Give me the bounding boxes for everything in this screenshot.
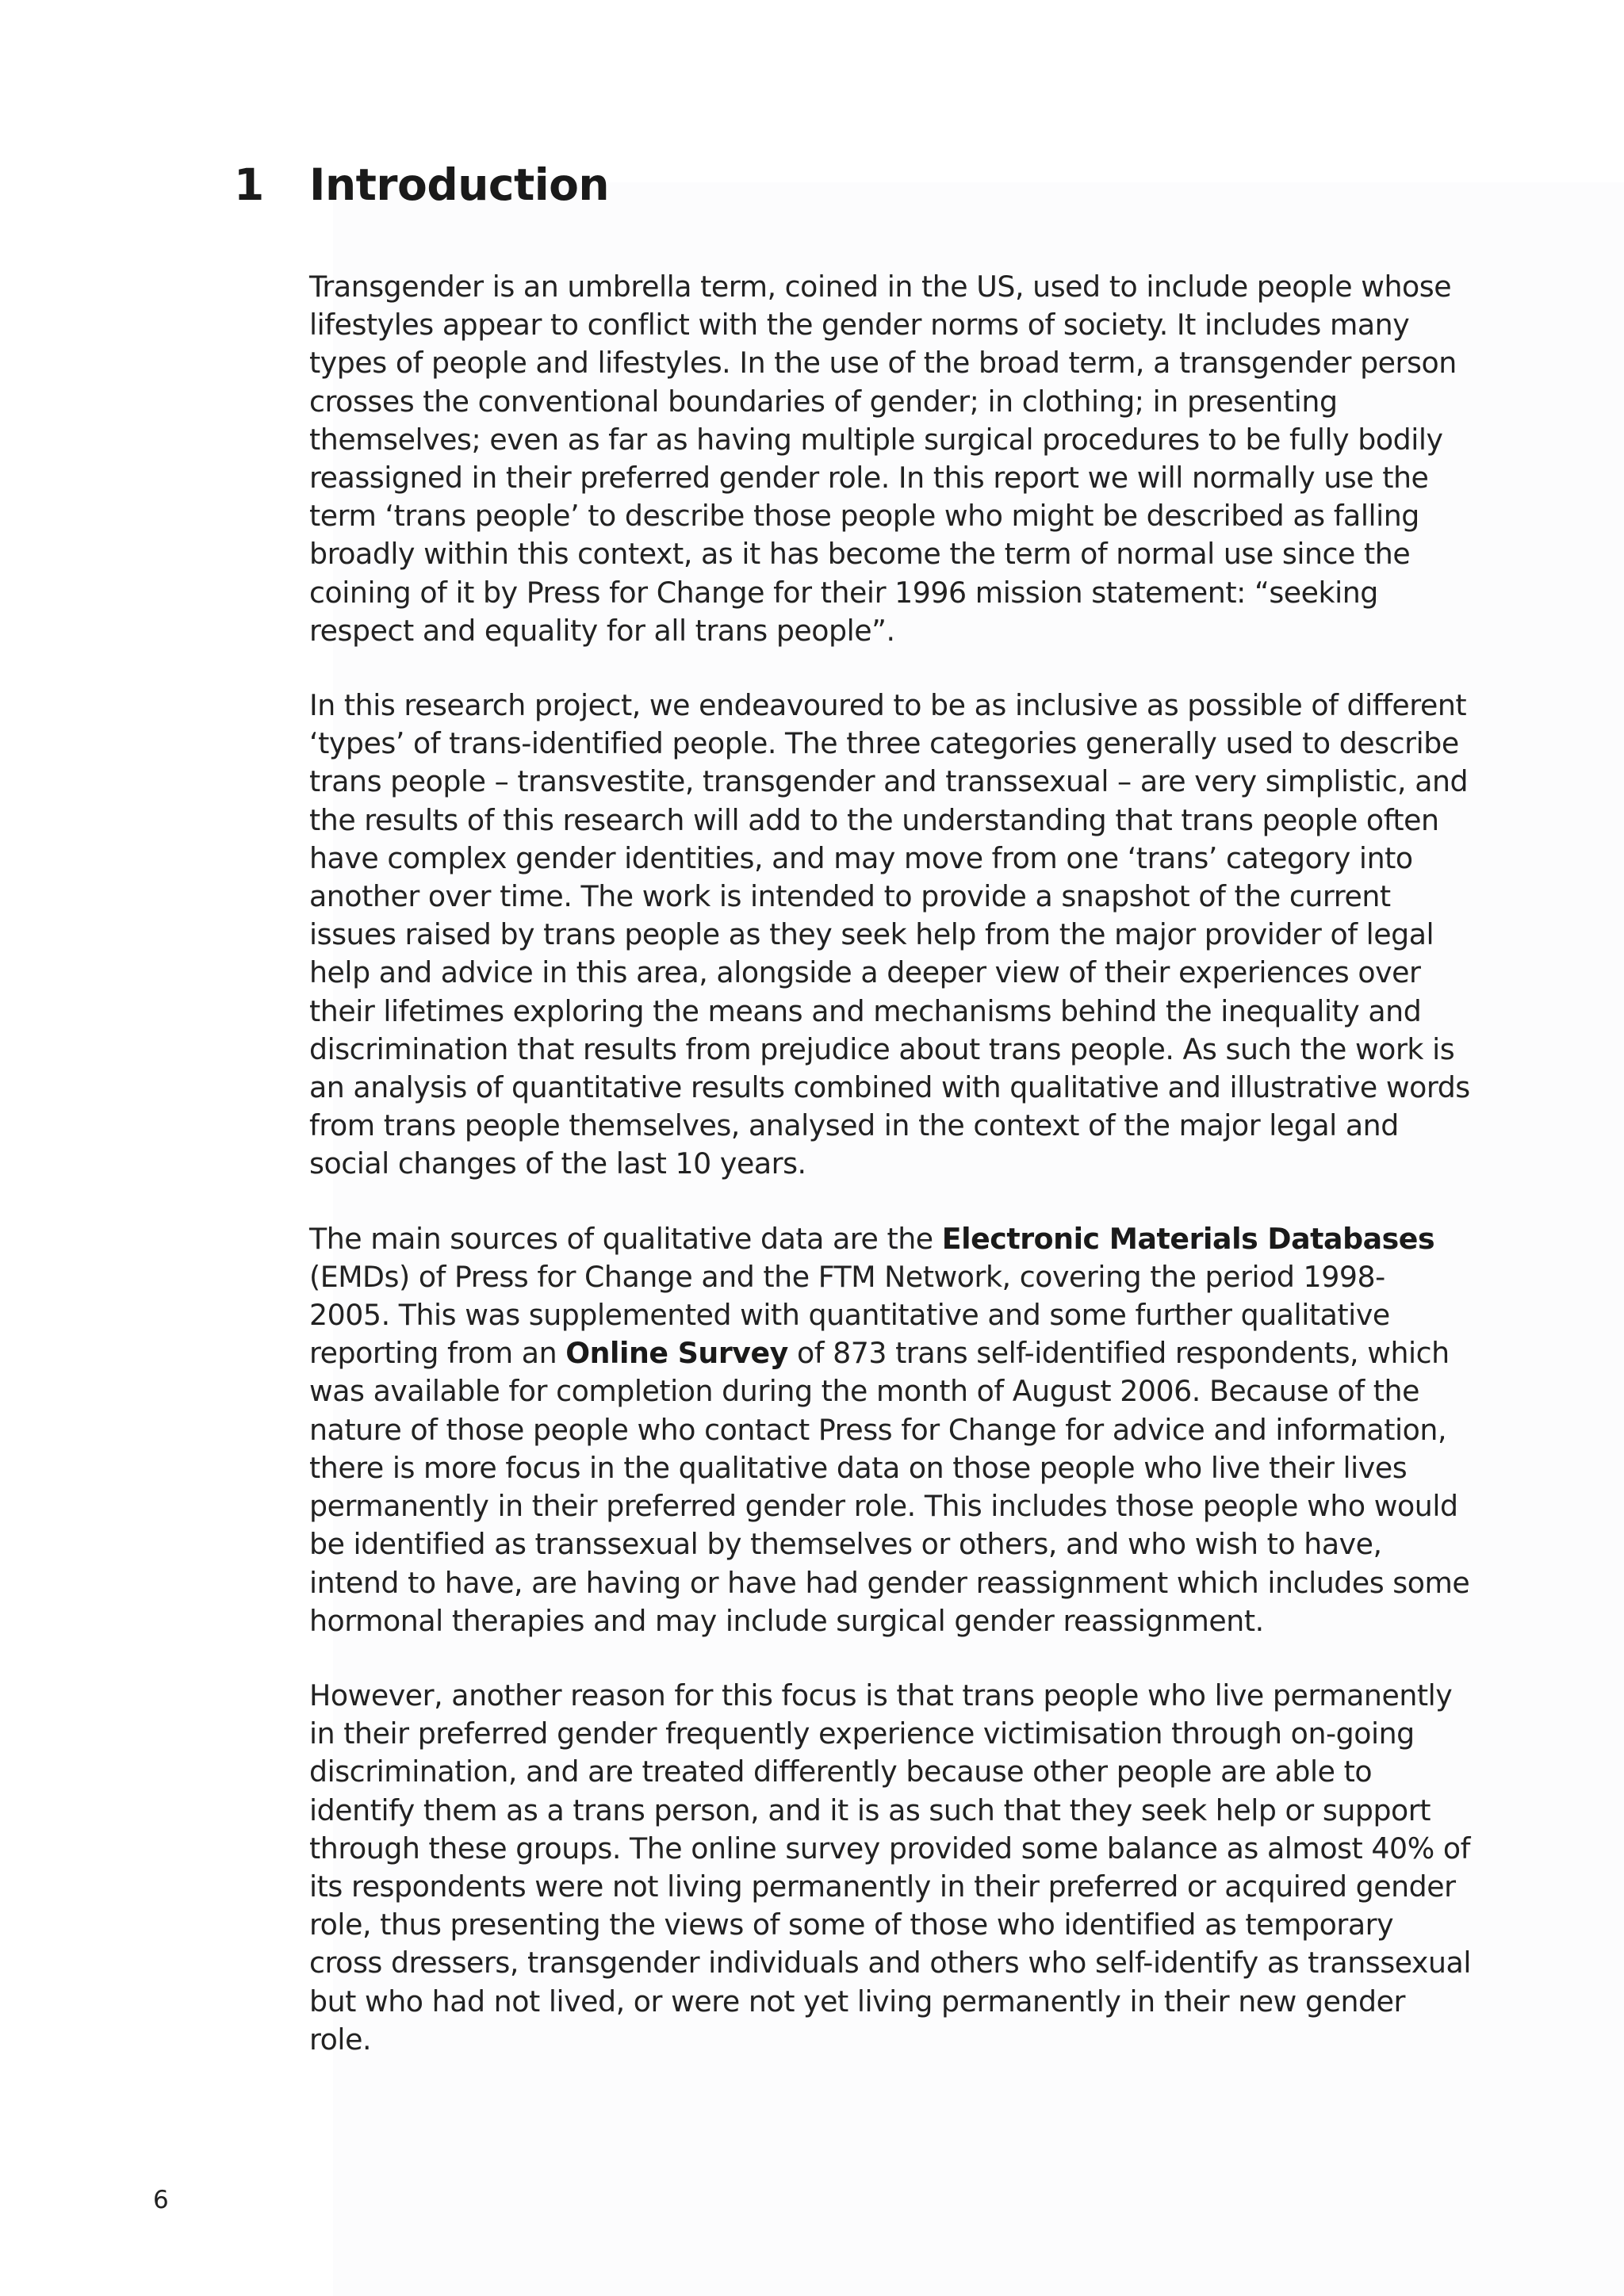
text-line: crosses the conventional boundaries of gender; in clothing; in presenting <box>309 384 1338 419</box>
text-line: have complex gender identities, and may move from one ‘trans’ category into <box>309 840 1413 875</box>
text-run: of 873 trans self-identified respondents, which <box>787 1336 1450 1371</box>
section-number: 1 <box>234 159 264 210</box>
text-line: lifestyles appear to conflict with the gender norms of society. It includes many <box>309 308 1410 342</box>
text-line: in their preferred gender frequently experience victimisation through on-going <box>309 1716 1415 1751</box>
text-line: but who had not lived, or were not yet living permanently in their new gender <box>309 1984 1405 2019</box>
text-line: through these groups. The online survey provided some balance as almost 40% of <box>309 1831 1470 1866</box>
text-line: the results of this research will add to the understanding that trans people often <box>309 802 1439 837</box>
text-line: However, another reason for this focus is that trans people who live permanently <box>309 1678 1453 1712</box>
text-line: social changes of the last 10 years. <box>309 1146 806 1181</box>
text-line: their lifetimes exploring the means and mechanisms behind the inequality and <box>309 993 1422 1028</box>
text-line <box>309 1334 1483 1372</box>
body-text <box>309 268 1483 2095</box>
text-line: nature of those people who contact Press for Change for advice and information, <box>309 1412 1447 1447</box>
text-line: (EMDs) of Press for Change and the FTM Network, covering the period 1998- <box>309 1259 1385 1294</box>
text-run: reporting from an <box>309 1336 566 1371</box>
text-line: types of people and lifestyles. In the use of the broad term, a transgender person <box>309 346 1457 381</box>
text-line: themselves; even as far as having multiple surgical procedures to be fully bodily <box>309 422 1443 457</box>
text-line: role. <box>309 2022 372 2057</box>
text-run: The main sources of qualitative data are the <box>309 1221 942 1256</box>
emphasis-online-survey: Online Survey <box>565 1336 788 1371</box>
section-title: Introduction <box>309 159 610 210</box>
text-line: help and advice in this area, alongside a deeper view of their experiences over <box>309 955 1421 990</box>
text-line: term ‘trans people’ to describe those people who might be described as falling <box>309 499 1419 534</box>
paragraph-2 <box>309 687 1483 1184</box>
text-line: intend to have, are having or have had gender reassignment which includes some <box>309 1565 1470 1600</box>
text-line: cross dressers, transgender individuals and others who self-identify as transsexual <box>309 1946 1471 1980</box>
text-line: trans people – transvestite, transgender and transsexual – are very simplistic, and <box>309 764 1469 799</box>
section-heading <box>234 159 609 211</box>
text-line: be identified as transsexual by themselves or others, and who wish to have, <box>309 1527 1382 1562</box>
text-line: its respondents were not living permanently in their preferred or acquired gender <box>309 1869 1456 1904</box>
text-line: discrimination that results from prejudice about trans people. As such the work is <box>309 1031 1455 1066</box>
text-line: 2005. This was supplemented with quantitative and some further qualitative <box>309 1298 1390 1333</box>
paragraph-4 <box>309 1677 1483 2059</box>
text-line: discrimination, and are treated differently because other people are able to <box>309 1755 1373 1789</box>
text-line: coining of it by Press for Change for their 1996 mission statement: “seeking <box>309 575 1378 610</box>
text-line: reassigned in their preferred gender role. In this report we will normally use the <box>309 461 1429 496</box>
text-line: Transgender is an umbrella term, coined in the US, used to include people whose <box>309 270 1452 304</box>
text-line: identify them as a trans person, and it is as such that they seek help or support <box>309 1793 1431 1827</box>
text-line: from trans people themselves, analysed in the context of the major legal and <box>309 1108 1399 1143</box>
paragraph-1 <box>309 268 1483 650</box>
text-line: role, thus presenting the views of some of those who identified as temporary <box>309 1908 1394 1942</box>
text-line: another over time. The work is intended to provide a snapshot of the current <box>309 879 1391 914</box>
text-line: hormonal therapies and may include surgical gender reassignment. <box>309 1603 1264 1638</box>
text-line: broadly within this context, as it has become the term of normal use since the <box>309 537 1411 572</box>
paragraph-3 <box>309 1220 1483 1640</box>
page-number: 6 <box>153 2186 169 2214</box>
emphasis-electronic-materials-databases: Electronic Materials Databases <box>941 1221 1435 1256</box>
text-line <box>309 1220 1483 1258</box>
text-line: respect and equality for all trans people”. <box>309 613 895 648</box>
text-line: issues raised by trans people as they seek help from the major provider of legal <box>309 917 1434 952</box>
text-line: ‘types’ of trans-identified people. The three categories generally used to describe <box>309 726 1459 761</box>
text-line: permanently in their preferred gender role. This includes those people who would <box>309 1489 1458 1524</box>
text-line: was available for completion during the month of August 2006. Because of the <box>309 1374 1419 1409</box>
text-line: an analysis of quantitative results combined with qualitative and illustrative words <box>309 1070 1470 1105</box>
text-line: there is more focus in the qualitative data on those people who live their lives <box>309 1450 1408 1485</box>
text-line: In this research project, we endeavoured to be as inclusive as possible of different <box>309 688 1467 723</box>
